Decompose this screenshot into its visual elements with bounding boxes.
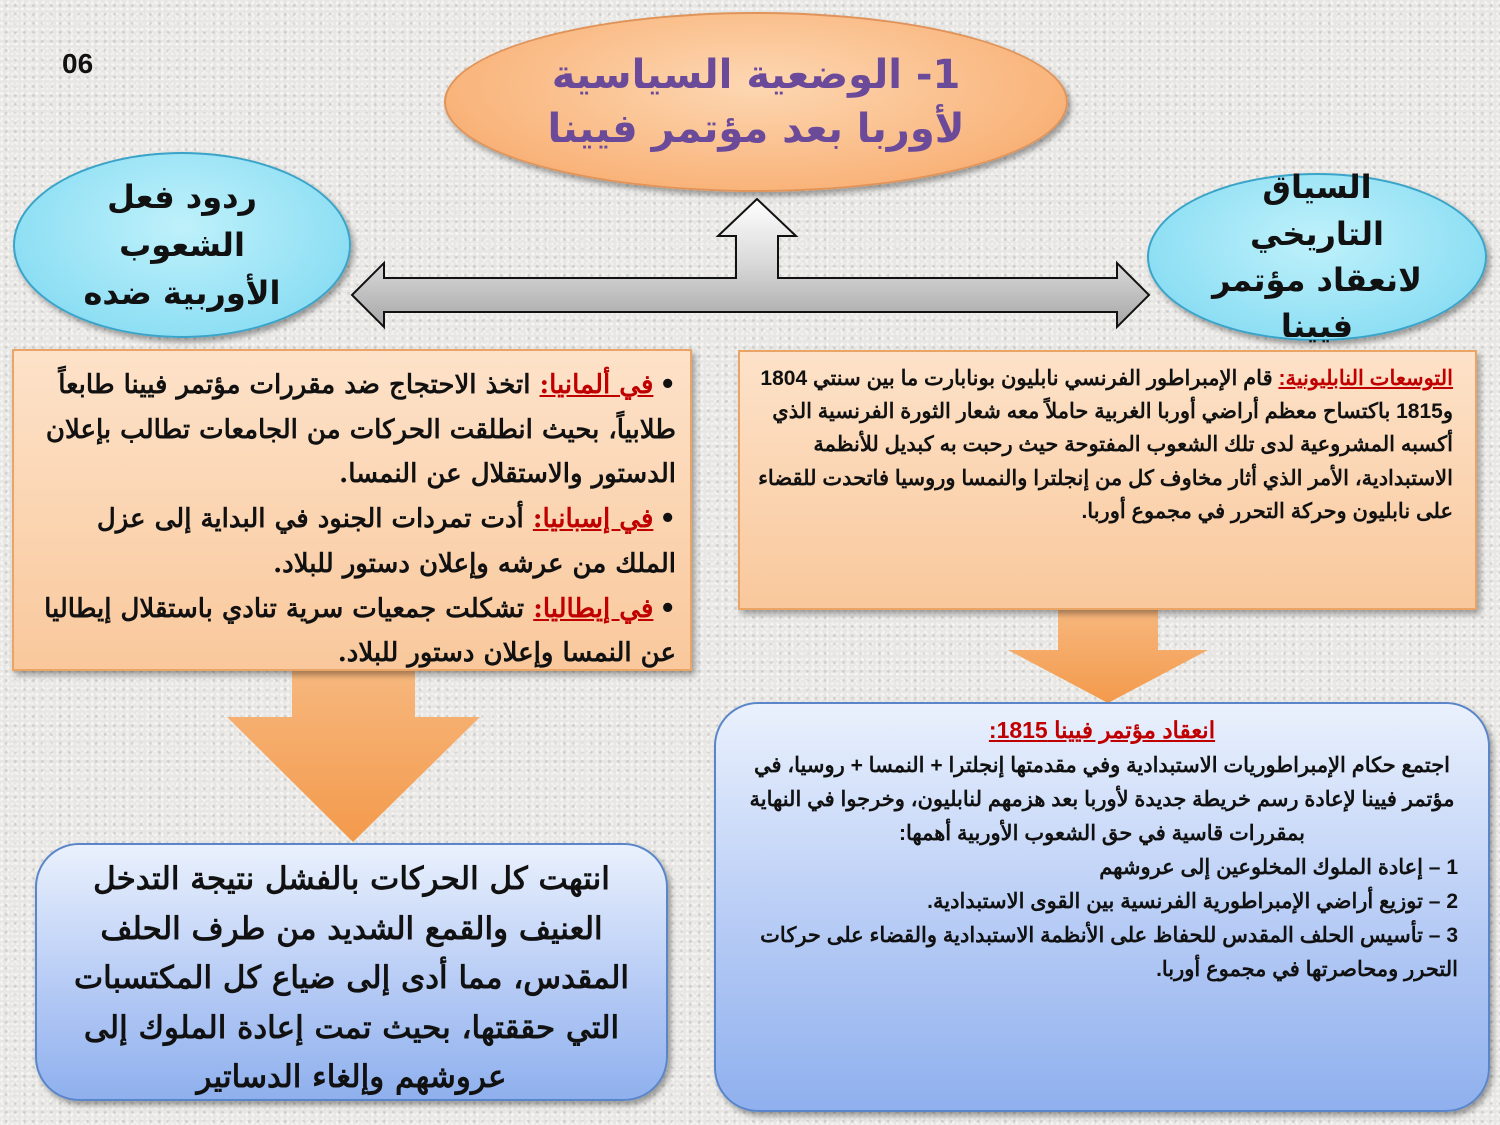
napoleonic-text: قام الإمبراطور الفرنسي نابليون بونابارت ما بين سنتي 1804 و1815 باكتساح معظم أراضي أوربا الغربية حاملاً معه شعار الثورة الفرنسية الذي أكسبه المشروعية لدى تلك الشعوب المفتوحة حيث رحبت به كبديل للأنظمة الاستبدادية، الأمر الذي أثار مخاوف كل من إنجلترا والنمسا وروسيا فاتحدت للقضاء على نابليون وحركة التحرر في مجموع أوربا. bbox=[758, 367, 1453, 523]
context-line-2: التاريخي bbox=[1250, 214, 1384, 253]
bullet: • bbox=[659, 370, 676, 400]
context-line-1: السياق bbox=[1262, 168, 1372, 207]
context-line-3: لانعقاد مؤتمر bbox=[1212, 261, 1422, 299]
title-line-2: لأوربا بعد مؤتمر فيينا bbox=[547, 106, 965, 152]
vienna-congress-intro: اجتمع حكام الإمبراطوريات الاستبدادية وفي مقدمتها إنجلترا + النمسا + روسيا، في مؤتمر فيينا لإعادة رسم خريطة جديدة لأوربا بعد هزمهم لنابليون، وخرجوا في النهاية بمقررات قاسية في حق الشعوب الأوربية أهمها: bbox=[749, 754, 1455, 846]
context-ellipse bbox=[1147, 168, 1487, 346]
napoleonic-label: التوسعات النابليونية: bbox=[1278, 367, 1453, 390]
germany-item bbox=[28, 363, 676, 497]
reactions-ellipse bbox=[13, 152, 351, 338]
vienna-congress-box bbox=[714, 702, 1490, 1112]
germany-text: اتخذ الاحتجاج ضد مقررات مؤتمر فيينا طابعاً طلابياً، بحيث انطلقت الحركات من الجامعات تطالب بإعلان الدستور والاستقلال عن النمسا. bbox=[45, 370, 676, 490]
italy-item bbox=[28, 587, 676, 676]
vienna-congress-title: انعقاد مؤتمر فيينا 1815: bbox=[988, 717, 1216, 743]
title-line-1: 1- الوضعية السياسية bbox=[551, 52, 961, 98]
down-arrow-left bbox=[227, 671, 480, 842]
outcome-text: انتهت كل الحركات بالفشل نتيجة التدخل العنيف والقمع الشديد من طرف الحلف المقدس، مما أدى إلى ضياع كل المكتسبات التي حققتها، بحيث تمت إعادة الملوك إلى عروشهم وإلغاء الدساتير bbox=[73, 861, 630, 1096]
vienna-decision-1: 1 – إعادة الملوك المخلوعين إلى عروشهم bbox=[1099, 856, 1458, 880]
italy-label: في إيطاليا: bbox=[533, 593, 654, 624]
bullet: • bbox=[659, 593, 676, 624]
title-ellipse bbox=[444, 12, 1068, 192]
reactions-box bbox=[12, 349, 692, 671]
page-number: 06 bbox=[62, 48, 94, 79]
down-arrow-right bbox=[1008, 610, 1208, 703]
spain-text: أدت تمردات الجنود في البداية إلى عزل الملك من عرشه وإعلان دستور للبلاد. bbox=[96, 504, 676, 579]
vienna-decision-2: 2 – توزيع أراضي الإمبراطورية الفرنسية بين القوى الاستبدادية. bbox=[927, 890, 1458, 914]
reactions-line-3: الأوربية ضده bbox=[83, 274, 281, 312]
outcome-box bbox=[35, 843, 668, 1101]
germany-label: في ألمانيا: bbox=[539, 370, 654, 400]
spain-label: في إسبانيا: bbox=[532, 504, 654, 535]
vienna-decision-3: 3 – تأسيس الحلف المقدس للحفاظ على الأنظمة الاستبدادية والقضاء على حركات التحرر ومحاصرتها في مجموع أوربا. bbox=[760, 924, 1458, 982]
spain-item bbox=[28, 497, 676, 586]
horizontal-double-arrow bbox=[352, 199, 1149, 327]
reactions-line-2: الشعوب bbox=[119, 226, 245, 264]
bullet: • bbox=[659, 504, 676, 535]
context-line-4: فيينا bbox=[1280, 307, 1354, 346]
italy-text: تشكلت جمعيات سرية تنادي باستقلال إيطاليا عن النمسا وإعلان دستور للبلاد. bbox=[44, 593, 676, 669]
reactions-line-1: ردود فعل bbox=[107, 178, 257, 216]
napoleonic-box bbox=[738, 350, 1477, 610]
